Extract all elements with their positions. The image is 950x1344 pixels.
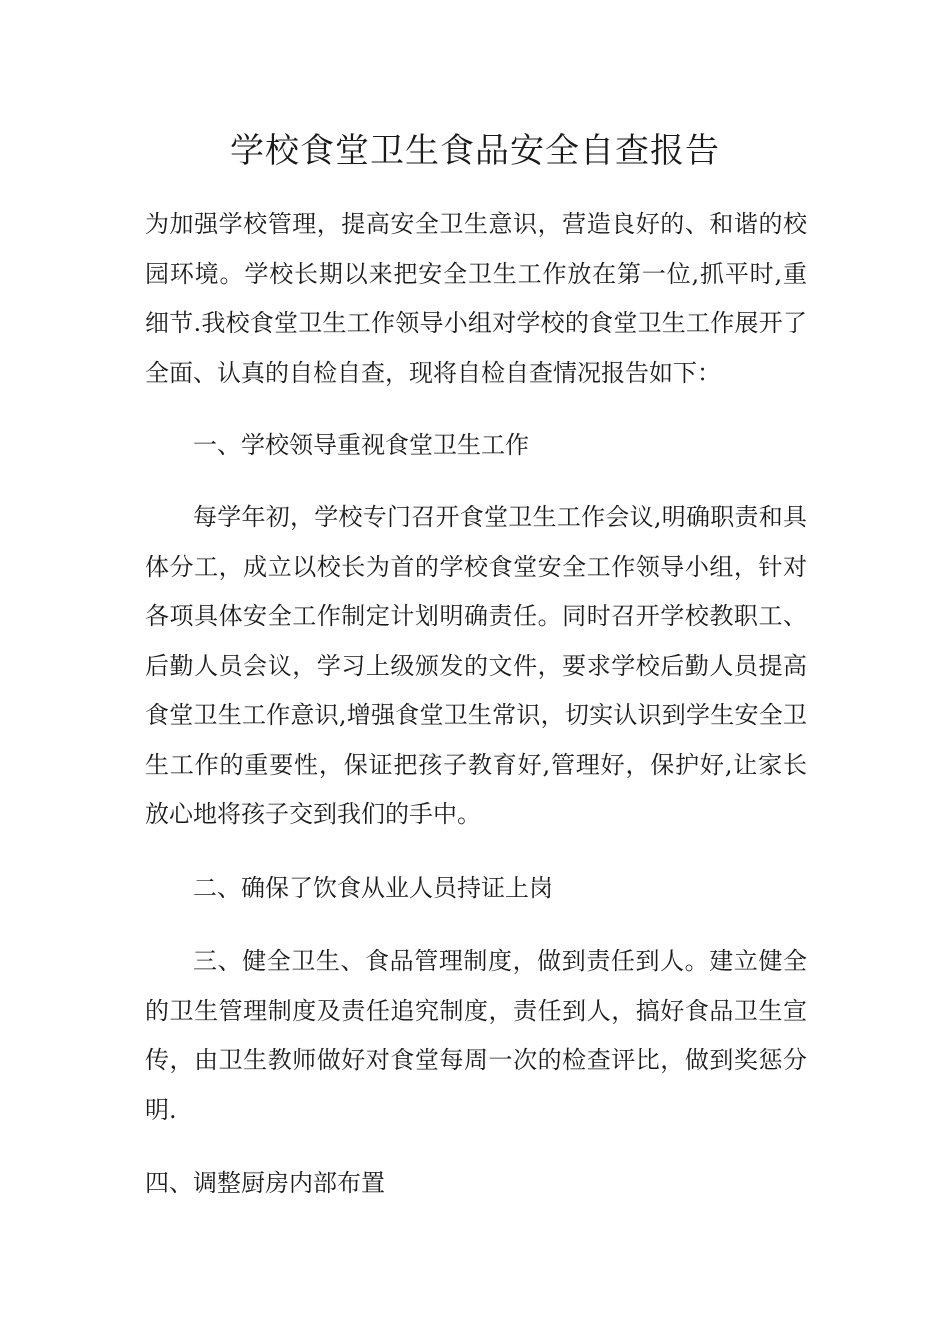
heading-section-2: 二、确保了饮食从业人员持证上岗 — [193, 874, 553, 902]
paragraph-section-1: 每学年初，学校专门召开食堂卫生工作会议,明确职责和具体分工，成立以校长为首的学校食堂安全工作领导小组，针对各项具体安全工作制定计划明确责任。同时召开学校教职工、后勤人员会议，学习上级颁发的文件，要求学校后勤人员提高食堂卫生工作意识,增强食堂卫生常识，切实认识到学生安全卫生工作的重要性，保证把孩子教育好,管理好，保护好,让家长放心地将孩子交到我们的手中。 — [145, 503, 807, 828]
heading-section-1: 一、学校领导重视食堂卫生工作 — [193, 431, 529, 459]
paragraph-section-3: 三、健全卫生、食品管理制度，做到责任到人。建立健全的卫生管理制度及责任追究制度，责任到人，搞好食品卫生宣传，由卫生教师做好对食堂每周一次的检查评比，做到奖惩分明. — [145, 947, 807, 1124]
document-title: 学校食堂卫生食品安全自查报告 — [230, 131, 720, 171]
paragraph-intro: 为加强学校管理，提高安全卫生意识，营造良好的、和谐的校园环境。学校长期以来把安全卫生工作放在第一位,抓平时,重细节.我校食堂卫生工作领导小组对学校的食堂卫生工作展开了全面、认真的自检自查，现将自检自查情况报告如下： — [145, 210, 807, 387]
heading-section-4: 四、调整厨房内部布置 — [145, 1169, 385, 1197]
